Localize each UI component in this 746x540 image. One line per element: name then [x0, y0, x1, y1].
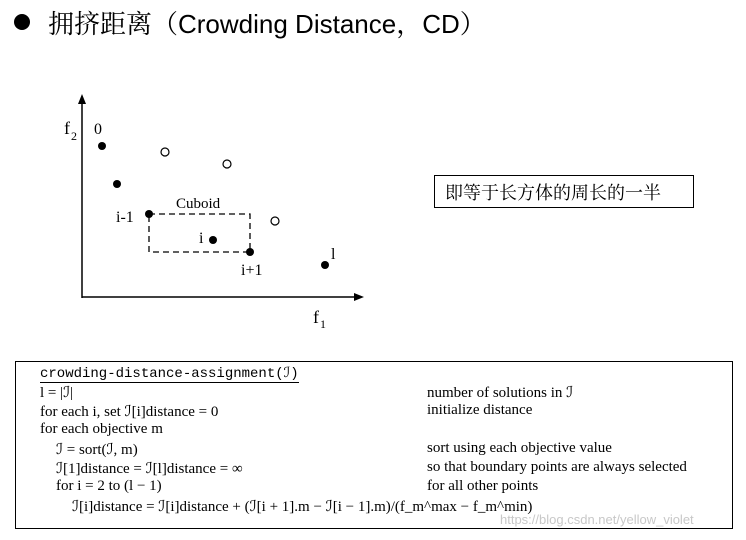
cuboid-label: Cuboid — [176, 196, 221, 212]
algorithm-line: for i = 2 to (l − 1) — [56, 478, 162, 494]
point-label-0: 0 — [94, 121, 102, 138]
slide-title-text: 拥挤距离（Crowding Distance，CD） — [48, 8, 486, 39]
algorithm-comment: initialize distance — [427, 402, 533, 418]
algorithm-line: l = |ℐ| — [40, 385, 74, 401]
note-text: 即等于长方体的周长的一半 — [445, 182, 661, 204]
x-axis-arrow-icon — [354, 293, 364, 301]
other-point — [223, 160, 231, 168]
algorithm-header: crowding-distance-assignment(ℐ) — [40, 366, 299, 382]
f2-axis-subscript: 2 — [71, 129, 77, 143]
point-label-i: i — [199, 230, 204, 247]
point-label-i-minus-1: i-1 — [116, 209, 134, 226]
algorithm-line: for each objective m — [40, 421, 163, 437]
note-box — [434, 175, 694, 208]
algorithm-box — [15, 361, 733, 529]
algorithm-line: ℐ = sort(ℐ, m) — [56, 442, 138, 458]
point-label-l: l — [331, 246, 336, 263]
algorithm-comment: for all other points — [427, 478, 539, 494]
front-point-i — [209, 236, 217, 244]
front-point-0 — [98, 142, 106, 150]
y-axis-arrow-icon — [78, 94, 86, 104]
f1-axis-subscript: 1 — [320, 317, 326, 331]
front-point — [113, 180, 121, 188]
front-point-i-plus-1 — [246, 248, 254, 256]
other-point — [161, 148, 169, 156]
algorithm-comment: so that boundary points are always selected — [427, 459, 687, 475]
f2-axis-label: f — [64, 118, 70, 138]
watermark: https://blog.csdn.net/yellow_violet — [500, 512, 694, 527]
algorithm-comment: sort using each objective value — [427, 440, 612, 456]
other-point — [271, 217, 279, 225]
algorithm-line: ℐ[1]distance = ℐ[l]distance = ∞ — [56, 461, 243, 477]
front-point-l — [321, 261, 329, 269]
algorithm-line: ℐ[i]distance = ℐ[i]distance + (ℐ[i + 1].m − ℐ[i − 1].m)/(f_m^max − f_m^min) — [72, 499, 533, 515]
algorithm-line: for each i, set ℐ[i]distance = 0 — [40, 404, 219, 420]
f1-axis-label: f — [313, 307, 319, 327]
algorithm-comment: number of solutions in ℐ — [427, 385, 574, 401]
front-point-i-minus-1 — [145, 210, 153, 218]
point-label-i-plus-1: i+1 — [241, 262, 263, 279]
